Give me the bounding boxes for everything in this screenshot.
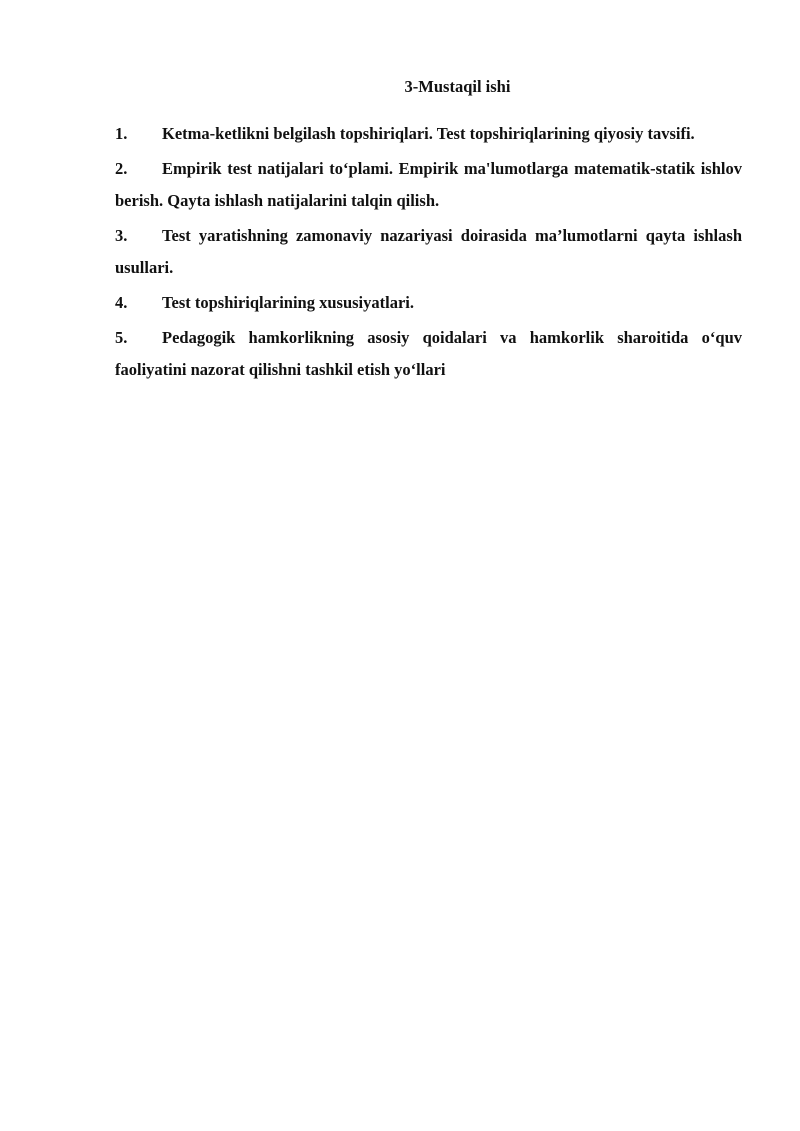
item-text: Test yaratishning zamonaviy nazariyasi doirasida ma’lumotlarni qayta ishlash usullari. (115, 226, 742, 277)
item-text: Test topshiriqlarining xususiyatlari. (162, 293, 414, 312)
item-text: Ketma-ketlikni belgilash topshiriqlari. Test topshiriqlarining qiyosiy tavsifi. (162, 124, 695, 143)
item-text: Empirik test natijalari to‘plami. Empirik ma'lumotlarga matematik-statik ishlov berish. Qayta ishlash natijalarini talqin qilish. (115, 159, 742, 210)
item-number: 1. (115, 124, 128, 143)
list-item (115, 153, 742, 217)
item-number: 5. (115, 328, 128, 347)
item-text: Pedagogik hamkorlikning asosiy qoidalari va hamkorlik sharoitida o‘quv faoliyatini nazorat qilishni tashkil etish yo‘llari (115, 328, 742, 379)
item-number: 3. (115, 226, 128, 245)
task-list (115, 118, 742, 389)
list-item (115, 287, 742, 319)
item-number: 2. (115, 159, 128, 178)
item-number: 4. (115, 293, 128, 312)
list-item (115, 118, 742, 150)
list-item (115, 322, 742, 386)
document-title: 3-Mustaqil ishi (404, 77, 511, 96)
list-item (115, 220, 742, 284)
